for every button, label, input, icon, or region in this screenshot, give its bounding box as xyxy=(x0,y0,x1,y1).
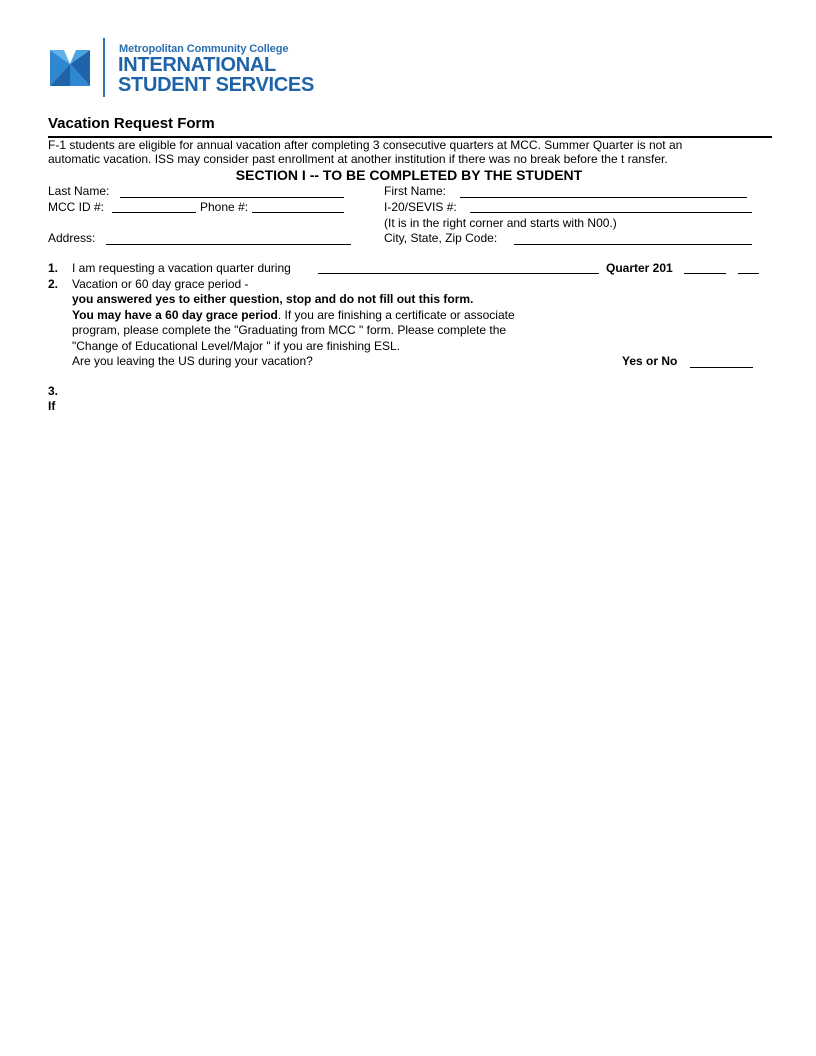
question-3-if: If xyxy=(48,399,56,413)
phone-field[interactable] xyxy=(252,212,344,213)
first-name-field[interactable] xyxy=(460,197,747,198)
sevis-field[interactable] xyxy=(470,212,752,213)
form-title: Vacation Request Form xyxy=(48,115,215,132)
college-name: Metropolitan Community College xyxy=(119,43,289,55)
last-name-field[interactable] xyxy=(120,197,344,198)
question-3-number: 3. xyxy=(48,384,59,398)
city-state-zip-field[interactable] xyxy=(514,244,752,245)
yes-or-no-label: Yes or No xyxy=(622,354,678,368)
intro-line-2: automatic vacation. ISS may consider past enrollment at another institution if there was no break before the t ransfer. xyxy=(48,152,668,166)
first-name-label: First Name: xyxy=(384,184,447,198)
graduating-instruction: program, please complete the "Graduating from MCC " form. Please complete the xyxy=(72,323,507,337)
question-2-number: 2. xyxy=(48,277,59,291)
logo-divider xyxy=(103,38,105,97)
address-label: Address: xyxy=(48,231,96,245)
department-name-line1: INTERNATIONAL xyxy=(118,54,276,76)
phone-label: Phone #: xyxy=(200,200,249,214)
last-name-label: Last Name: xyxy=(48,184,110,198)
change-level-instruction: "Change of Educational Level/Major " if you are finishing ESL. xyxy=(72,339,401,353)
question-1-number: 1. xyxy=(48,261,59,275)
city-state-zip-label: City, State, Zip Code: xyxy=(384,231,498,245)
sevis-label: I-20/SEVIS #: xyxy=(384,200,457,214)
quarter-year-field[interactable] xyxy=(684,273,726,274)
mcc-id-label: MCC ID #: xyxy=(48,200,105,214)
question-2-text: Vacation or 60 day grace period - xyxy=(72,277,249,291)
section-heading: SECTION I -- TO BE COMPLETED BY THE STUDENT xyxy=(235,167,583,183)
yes-or-no-field[interactable] xyxy=(690,367,753,368)
question-1-text: I am requesting a vacation quarter during xyxy=(72,261,291,275)
department-name-line2: STUDENT SERVICES xyxy=(118,74,314,96)
quarter-extra-field[interactable] xyxy=(738,273,759,274)
quarter-label: Quarter 201 xyxy=(606,261,673,275)
vacation-quarter-field[interactable] xyxy=(318,273,599,274)
stop-instruction: you answered yes to either question, stop and do not fill out this form. xyxy=(72,292,474,306)
grace-period-bold: You may have a 60 day grace period xyxy=(72,308,278,322)
intro-line-1: F-1 students are eligible for annual vacation after completing 3 consecutive quarters at MCC. Summer Quarter is not an xyxy=(48,138,683,152)
mcc-id-field[interactable] xyxy=(112,212,196,213)
leaving-us-question: Are you leaving the US during your vacation? xyxy=(72,354,313,368)
sevis-hint: (It is in the right corner and starts with N00.) xyxy=(384,216,617,230)
address-field[interactable] xyxy=(106,244,351,245)
grace-period-line xyxy=(72,308,515,322)
grace-period-rest: . If you are finishing a certificate or associate xyxy=(277,308,515,322)
college-logo-icon xyxy=(48,46,92,90)
